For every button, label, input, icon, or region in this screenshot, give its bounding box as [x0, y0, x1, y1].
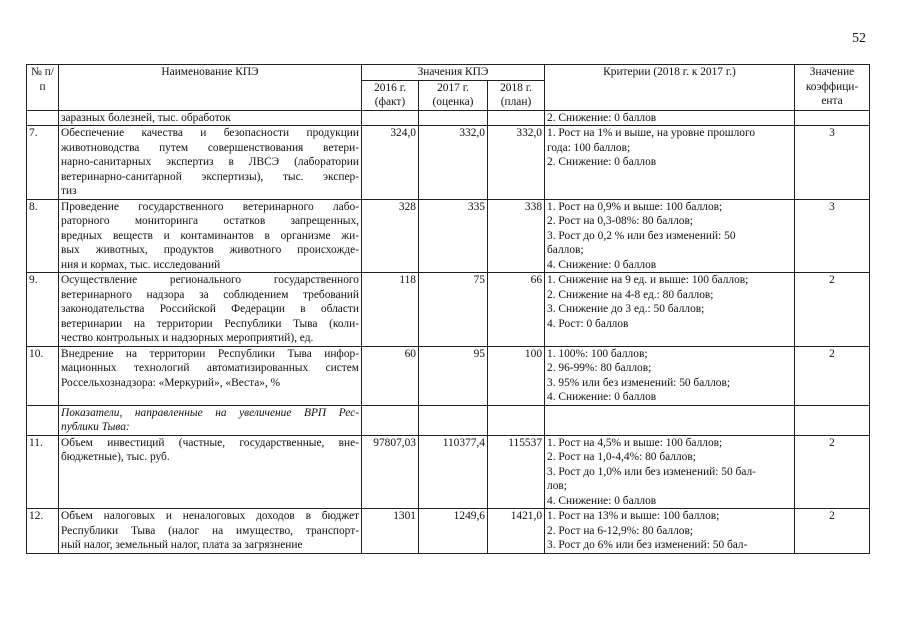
cell-2016: 328 — [362, 199, 419, 273]
cell-coef: 3 — [795, 199, 870, 273]
name-line: Внедрение на территории Республики Тыва инфор- — [61, 347, 359, 360]
name-line: тиз — [61, 185, 77, 197]
name-line: Объем инвестиций (частные, государственные, вне- — [61, 436, 359, 449]
cell-2016: 97807,03 — [362, 435, 419, 509]
name-line: ния и кормах, тыс. исследований — [61, 258, 221, 271]
name-line: Осуществление регионального государственного — [61, 274, 359, 286]
criteria-line: 2. Снижение: 0 баллов — [547, 156, 657, 168]
cell-2017: 335 — [419, 199, 488, 273]
criteria-line: 2. 96-99%: 80 баллов; — [547, 362, 652, 374]
name-line: Объем налоговых и неналоговых доходов в бюджет — [61, 510, 359, 522]
criteria-line: 1. Снижение на 9 ед. и выше: 100 баллов; — [547, 274, 749, 286]
name-line: ветеринарного надзора за соблюдением требований — [61, 288, 359, 301]
cell-2016: 118 — [362, 273, 419, 347]
section-row — [27, 405, 870, 435]
cell-coef — [795, 110, 870, 126]
name-line: раторного мониторинга остатков запрещенных, — [61, 215, 359, 227]
criteria-line: 2. Рост на 6-12,9%: 80 баллов; — [547, 524, 694, 537]
header-values: Значения КПЭ — [362, 65, 545, 81]
cell-coef: 2 — [795, 435, 870, 509]
table-row — [27, 199, 870, 273]
criteria-line: 1. Рост на 0,9% и выше: 100 баллов; — [547, 200, 723, 213]
cell-2018: 115537 — [488, 435, 545, 509]
cell-2017: 1249,6 — [419, 509, 488, 554]
cell-num — [27, 405, 59, 435]
table-row — [27, 346, 870, 405]
cell-2018 — [488, 405, 545, 435]
section-line: публики Тыва: — [61, 421, 130, 433]
cell-name — [59, 346, 362, 405]
cell-num: 7. — [27, 126, 59, 200]
cell-2017: 110377,4 — [419, 435, 488, 509]
table-row — [27, 273, 870, 347]
cell-coef: 2 — [795, 273, 870, 347]
name-line: ный налог, земельный налог, плата за загрязнение — [61, 539, 303, 551]
cell-2017 — [419, 405, 488, 435]
name-line: мационных технологий автоматизированных систем — [61, 362, 359, 374]
criteria-line: 3. Рост до 0,2 % или без изменений: 50 — [547, 229, 736, 242]
cell-2017: 332,0 — [419, 126, 488, 200]
table-row — [27, 126, 870, 200]
name-line: Россельхознадзора: «Меркурий», «Веста», % — [61, 376, 281, 389]
name-line: ветеринарно-санитарной экспертизы), тыс. экспер- — [61, 170, 359, 183]
header-name: Наименование КПЭ — [59, 65, 362, 111]
cell-num: 10. — [27, 346, 59, 405]
header-criteria: Критерии (2018 г. к 2017 г.) — [545, 65, 795, 111]
criteria-line: 3. 95% или без изменений: 50 баллов; — [547, 376, 730, 389]
header-num: № п/п — [27, 65, 59, 111]
header-row — [27, 65, 870, 81]
name-line: Проведение государственного ветеринарного лабо- — [61, 200, 359, 213]
criteria-line: 1. Рост на 1% и выше, на уровне прошлого — [547, 127, 756, 139]
name-line: бюджетные), тыс. руб. — [61, 451, 170, 463]
cell-name — [59, 435, 362, 509]
criteria-line: 1. Рост на 4,5% и выше: 100 баллов; — [547, 436, 723, 449]
cell-criteria — [545, 435, 795, 509]
criteria-line: лов; — [547, 480, 567, 492]
cell-num: 9. — [27, 273, 59, 347]
cell-coef — [795, 405, 870, 435]
name-line: животноводства путем совершенствования ветери- — [61, 141, 359, 154]
section-line: Показатели, направленные на увеличение ВРП Рес- — [61, 406, 359, 419]
cell-name — [59, 273, 362, 347]
cell-criteria — [545, 273, 795, 347]
cell-2016: 324,0 — [362, 126, 419, 200]
name-line: ветеринарии на территории Республики Тыва (коли- — [61, 317, 359, 330]
criteria-line: 2. Рост на 1,0-4,4%: 80 баллов; — [547, 451, 696, 463]
cell-2017 — [419, 110, 488, 126]
criteria-line: баллов; — [547, 244, 584, 256]
cell-criteria — [545, 346, 795, 405]
cell-criteria — [545, 126, 795, 200]
cell-num: 8. — [27, 199, 59, 273]
cell-criteria — [545, 199, 795, 273]
cell-2018 — [488, 110, 545, 126]
cell-2017: 75 — [419, 273, 488, 347]
header-2017: 2017 г. (оценка) — [419, 80, 488, 110]
criteria-line: 1. 100%: 100 баллов; — [547, 347, 648, 360]
criteria-line: 2. Снижение на 4-8 ед.: 80 баллов; — [547, 288, 714, 301]
cell-2018: 332,0 — [488, 126, 545, 200]
criteria-line: 2. Рост на 0,3-08%: 80 баллов; — [547, 215, 694, 227]
name-line: вых животных, продуктов животного происхожде- — [61, 244, 359, 256]
name-line: законодательства Российской Федерации в области — [61, 303, 359, 315]
page-number: 52 — [852, 31, 866, 46]
criteria-line: 3. Снижение до 3 ед.: 50 баллов; — [547, 303, 705, 315]
table-row — [27, 509, 870, 554]
cell-name — [59, 509, 362, 554]
table-row — [27, 435, 870, 509]
cell-2016 — [362, 405, 419, 435]
criteria-line: 4. Рост: 0 баллов — [547, 317, 629, 330]
criteria-line: года: 100 баллов; — [547, 141, 631, 154]
criteria-line: 3. Рост до 1,0% или без изменений: 50 бал- — [547, 465, 756, 478]
kpi-table — [26, 64, 870, 554]
header-2018: 2018 г. (план) — [488, 80, 545, 110]
cell-2016 — [362, 110, 419, 126]
cell-2016: 1301 — [362, 509, 419, 554]
cell-2016: 60 — [362, 346, 419, 405]
name-line: вредных веществ и контаминантов в организме жи- — [61, 229, 359, 242]
cell-coef: 2 — [795, 509, 870, 554]
cell-2018: 1421,0 — [488, 509, 545, 554]
cell-2017: 95 — [419, 346, 488, 405]
name-line: Обеспечение качества и безопасности продукции — [61, 127, 359, 139]
cell-2018: 338 — [488, 199, 545, 273]
continuation-row — [27, 110, 870, 126]
cell-criteria — [545, 405, 795, 435]
name-line: нарно-санитарных экспертиз в ЛВСЭ (лаборатории — [61, 156, 359, 168]
cell-name — [59, 126, 362, 200]
cell-2018: 100 — [488, 346, 545, 405]
name-line: чество контрольных и надзорных мероприятий), ед. — [61, 332, 314, 344]
cell-name — [59, 199, 362, 273]
cell-criteria: 2. Снижение: 0 баллов — [545, 110, 795, 126]
cell-num: 12. — [27, 509, 59, 554]
cell-name: заразных болезней, тыс. обработок — [59, 110, 362, 126]
cell-num — [27, 110, 59, 126]
section-title — [59, 405, 362, 435]
header-2016: 2016 г. (факт) — [362, 80, 419, 110]
criteria-line: 4. Снижение: 0 баллов — [547, 391, 657, 403]
cell-coef: 3 — [795, 126, 870, 200]
cell-num: 11. — [27, 435, 59, 509]
criteria-line: 1. Рост на 13% и выше: 100 баллов; — [547, 510, 720, 522]
cell-coef: 2 — [795, 346, 870, 405]
criteria-line: 4. Снижение: 0 баллов — [547, 494, 657, 507]
cell-2018: 66 — [488, 273, 545, 347]
header-coef: Значение коэффици-ента — [795, 65, 870, 111]
name-line: Республики Тыва (налог на имущество, транспорт- — [61, 524, 359, 537]
criteria-line: 4. Снижение: 0 баллов — [547, 258, 657, 271]
criteria-line: 3. Рост до 6% или без изменений: 50 бал- — [547, 539, 748, 551]
cell-criteria — [545, 509, 795, 554]
